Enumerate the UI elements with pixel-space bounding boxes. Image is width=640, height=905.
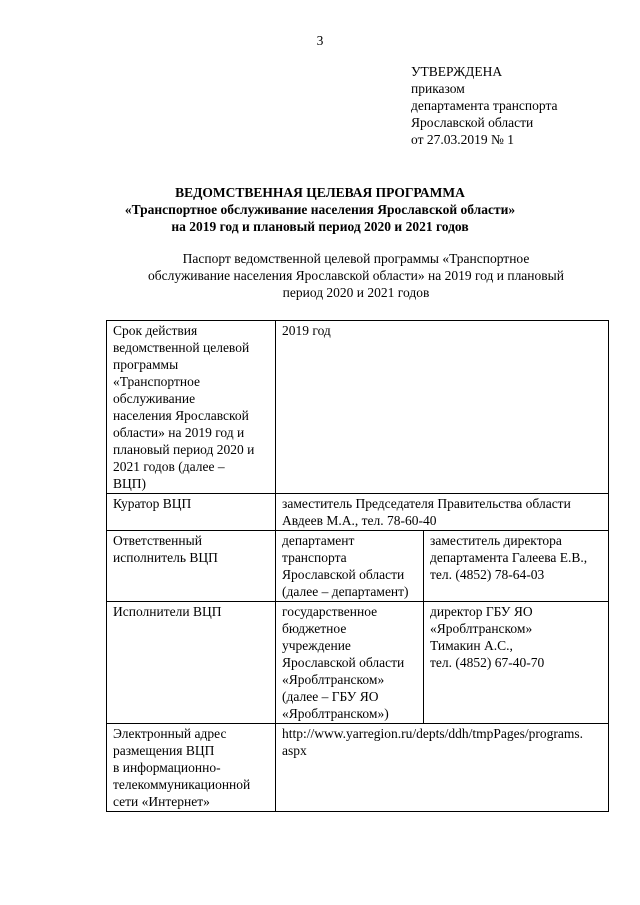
table-cell-label — [107, 321, 276, 494]
cell-line: Ответственный — [113, 533, 202, 548]
cell-line: директор ГБУ ЯО — [430, 604, 533, 619]
cell-line: телекоммуникационной — [113, 777, 251, 792]
cell-line: «Яроблтранском» — [282, 672, 385, 687]
cell-line: Ярославской области — [282, 567, 405, 582]
title-line: «Транспортное обслуживание населения Ярославской области» — [124, 202, 516, 217]
table-cell-value — [276, 602, 424, 724]
cell-line: (далее – ГБУ ЯО — [282, 689, 379, 704]
cell-line: ВЦП) — [113, 476, 146, 491]
cell-line: размещения ВЦП — [113, 743, 215, 758]
approval-line: Ярославской области — [411, 115, 534, 130]
table-row — [107, 531, 609, 602]
passport-heading-line: обслуживание населения Ярославской области» на 2019 год и плановый — [148, 268, 564, 283]
table-row — [107, 724, 609, 812]
title-line: на 2019 год и плановый период 2020 и 2021 годов — [171, 219, 469, 234]
cell-line: департамент — [282, 533, 355, 548]
approval-line: от 27.03.2019 № 1 — [411, 132, 514, 147]
approval-line: приказом — [411, 81, 465, 96]
cell-line: «Яроблтранском» — [430, 621, 533, 636]
table-row — [107, 494, 609, 531]
table-cell-value — [276, 531, 424, 602]
table-cell-label — [107, 494, 276, 531]
cell-line: 2019 год — [282, 323, 331, 338]
table-cell-value — [424, 602, 609, 724]
cell-line: населения Ярославской — [113, 408, 249, 423]
cell-line: ведомственной целевой — [113, 340, 250, 355]
cell-line: в информационно- — [113, 760, 221, 775]
table-cell-value — [276, 724, 609, 812]
cell-line: Исполнители ВЦП — [113, 604, 222, 619]
cell-line: сети «Интернет» — [113, 794, 210, 809]
approval-line: УТВЕРЖДЕНА — [411, 64, 503, 79]
cell-line: Авдеев М.А., тел. 78-60-40 — [282, 513, 437, 528]
cell-line: учреждение — [282, 638, 351, 653]
passport-table — [106, 320, 609, 812]
cell-line: Электронный адрес — [113, 726, 227, 741]
cell-line: обслуживание — [113, 391, 196, 406]
cell-line: тел. (4852) 78-64-03 — [430, 567, 545, 582]
cell-line: области» на 2019 год и — [113, 425, 245, 440]
cell-line: заместитель директора — [430, 533, 562, 548]
cell-line: заместитель Председателя Правительства области — [282, 496, 571, 511]
title-line: ВЕДОМСТВЕННАЯ ЦЕЛЕВАЯ ПРОГРАММА — [175, 185, 465, 200]
cell-line: тел. (4852) 67-40-70 — [430, 655, 545, 670]
cell-line: бюджетное — [282, 621, 347, 636]
approval-block — [411, 63, 611, 148]
cell-line: государственное — [282, 604, 378, 619]
cell-line: «Яроблтранском») — [282, 706, 389, 721]
table-cell-label — [107, 724, 276, 812]
table-cell-value — [276, 321, 609, 494]
table-cell-value — [276, 494, 609, 531]
cell-line: Ярославской области — [282, 655, 405, 670]
passport-heading — [106, 250, 606, 301]
website-link[interactable]: http://www.yarregion.ru/depts/ddh/tmpPages/programs. — [282, 726, 583, 741]
table-cell-label — [107, 531, 276, 602]
cell-line: исполнитель ВЦП — [113, 550, 218, 565]
cell-line: программы — [113, 357, 179, 372]
website-link[interactable]: aspx — [282, 743, 307, 758]
passport-heading-line: период 2020 и 2021 годов — [282, 285, 430, 300]
approval-line: департамента транспорта — [411, 98, 558, 113]
table-row — [107, 321, 609, 494]
cell-line: 2021 годов (далее – — [113, 459, 225, 474]
program-title — [0, 184, 640, 235]
passport-heading-line: Паспорт ведомственной целевой программы «Транспортное — [182, 251, 530, 266]
cell-line: Срок действия — [113, 323, 198, 338]
table-cell-label — [107, 602, 276, 724]
cell-line: (далее – департамент) — [282, 584, 409, 599]
table-row — [107, 602, 609, 724]
table-cell-value — [424, 531, 609, 602]
cell-line: плановый период 2020 и — [113, 442, 255, 457]
cell-line: департамента Галеева Е.В., — [430, 550, 588, 565]
cell-line: Тимакин А.С., — [430, 638, 513, 653]
cell-line: «Транспортное — [113, 374, 201, 389]
cell-line: Куратор ВЦП — [113, 496, 192, 511]
page-number: 3 — [316, 33, 324, 48]
cell-line: транспорта — [282, 550, 347, 565]
